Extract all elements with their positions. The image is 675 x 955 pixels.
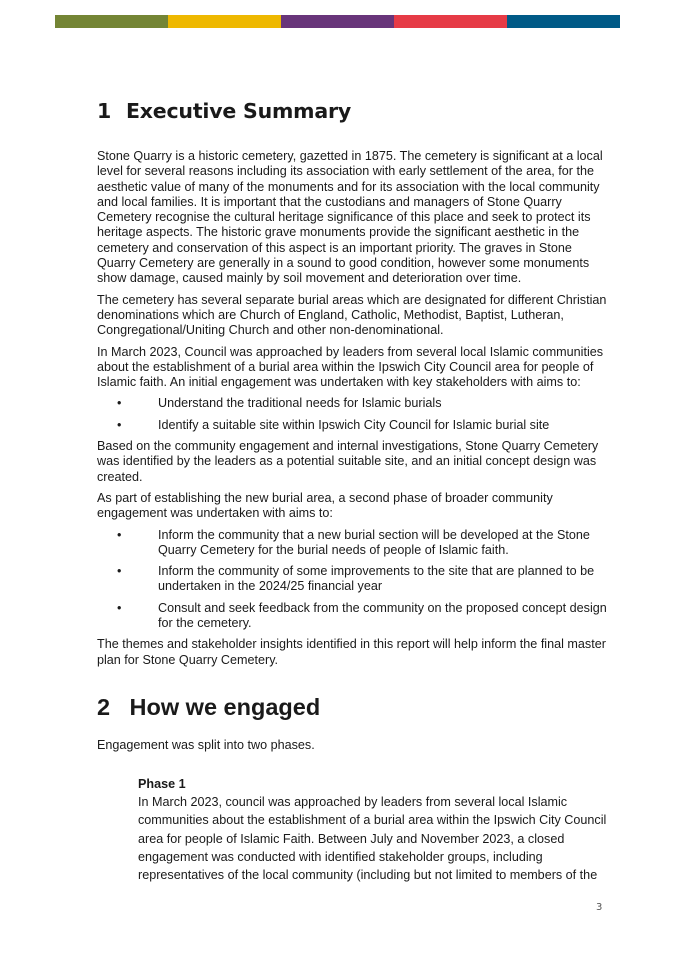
section-number: 1 [97,99,112,123]
paragraph: The cemetery has several separate burial areas which are designated for different Christian denominations which are Church of England, Catholic, Methodist, Baptist, Lutheran, Congregational/Uniting Church and other non-denominational. [97,292,607,338]
paragraph: As part of establishing the new burial area, a second phase of broader community engagement was undertaken with aims to: [97,490,553,521]
bullet-list-second-phase-aims [97,528,607,632]
color-bar-segment-purple [281,15,394,28]
color-bar-segment-red [394,15,507,28]
list-item: • Identify a suitable site within Ipswich City Council for Islamic burial site [117,417,550,432]
bullet-icon: • [117,600,122,615]
list-item: • Inform the community that a new burial section will be developed at the Stone Quarry Cemetery for the burial needs of people of Islamic faith. [117,527,590,557]
header-color-bar [55,15,620,28]
paragraph: In March 2023, Council was approached by leaders from several local Islamic communities about the establishment of a burial area within the Ipswich City Council area for people of Islamic faith. An initial engagement was undertaken with key stakeholders with aims to: [97,344,604,390]
section-heading-executive-summary [97,97,607,125]
section-title: How we engaged [129,693,321,720]
section-heading-how-we-engaged [97,692,607,722]
document-body [97,97,607,884]
bullet-list-initial-aims [97,396,607,433]
bullet-icon: • [117,564,122,579]
list-item: • Understand the traditional needs for Islamic burials [117,396,442,411]
phase-title: Phase 1 [138,777,186,792]
phase-paragraph: In March 2023, council was approached by leaders from several local Islamic communities about the establishment of a burial area within the Ipswich City Council area for people of Islamic Faith. Between July and November 2023, a closed engagement was conducted with identified stakeholder groups, including representatives of the local community (including but not limited to members of the [138,795,607,883]
bullet-icon: • [117,527,122,542]
color-bar-segment-blue [507,15,620,28]
paragraph: Engagement was split into two phases. [97,737,315,752]
list-item: • Inform the community of some improvements to the site that are planned to be undertaken in the 2024/25 financial year [117,564,595,594]
bullet-icon: • [117,417,122,432]
color-bar-segment-yellow [168,15,281,28]
paragraph: The themes and stakeholder insights identified in this report will help inform the final master plan for Stone Quarry Cemetery. [97,637,606,667]
color-bar-segment-green [55,15,168,28]
section-title: Executive Summary [125,99,352,123]
paragraph: Stone Quarry is a historic cemetery, gazetted in 1875. The cemetery is significant at a local level for several reasons including its association with early settlement of the area, for the aesthetic value of many of the monuments and for its association with the local community and local families. It is important that the custodians and managers of Stone Quarry Cemetery recognise the cultural heritage significance of this place and seek to protect its heritage aspects. The historic grave monuments provide the significant aesthetic in the cemetery and conservation of this aspect is an important priority. The graves in Stone Quarry Cemetery are generally in a sound to good condition, however some monuments show damage, caused mainly by soil movement and deterioration over time. [97,149,603,286]
page-number: 3 [596,902,603,913]
paragraph: Based on the community engagement and internal investigations, Stone Quarry Cemetery was identified by the leaders as a potential suitable site, and an initial concept design was created. [97,439,599,484]
section-number: 2 [97,693,111,720]
bullet-icon: • [117,396,122,411]
phase-1-block [138,775,607,884]
list-item: • Consult and seek feedback from the community on the proposed concept design for the cemetery. [117,600,607,631]
